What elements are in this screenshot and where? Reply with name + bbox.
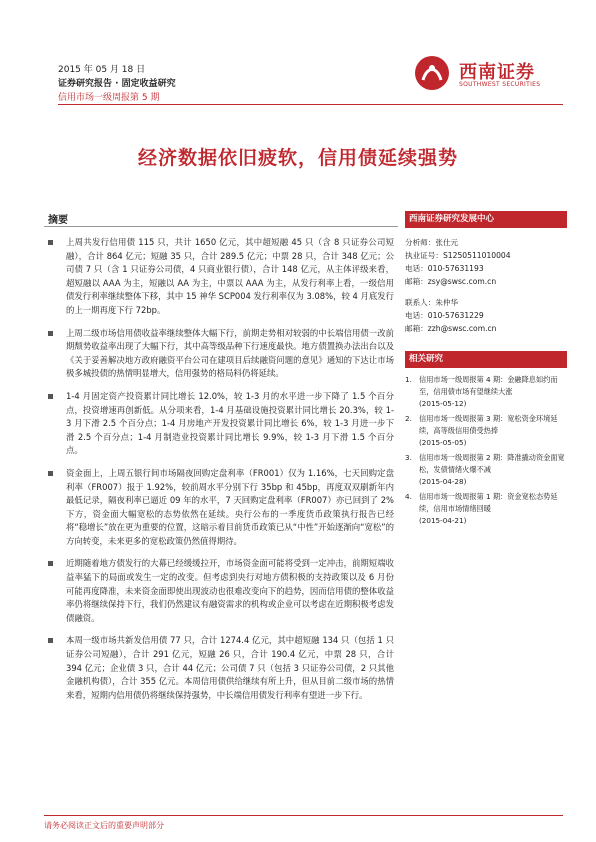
abstract-paragraph: 近期随着地方债发行的大幕已经缓缓拉开，市场资金面可能将受到一定冲击，前期短端收益率猛下的局面或发生一定的改变。但考虑到央行对地方债积极的支持政策以及 6 月份可能再度降准，未来资金面即使出现波动也很难改变向下的趋势，因而信用债的整体收益率仍将继续保持下行，我们仍然建议有融资需求的机构或企业可以考虑在近期积极考虑发债融资。 <box>44 557 394 625</box>
header-divider <box>58 104 563 105</box>
related-item[interactable]: 1. 信用市场一级周报第 4 期：金融降息如约而至，信用债市场有望继续大涨 (2015-05-12) <box>405 375 558 408</box>
abstract-paragraph: 本周一级市场共新发信用债 77 只，合计 1274.4 亿元，其中超短融 134 只（包括 1 只证券公司短融），合计 291 亿元，短融 26 只，合计 190.4 亿元，中票 28 只，合计 394 亿元；企业债 3 只，合计 44 亿元；公司债 7 只（包括 3 只证券公司债，2 只其他金融机构债），合计 355 亿元。本周信用债供给继续有所上升，但从目前二级市场的热情来看，短期内信用债仍将继续保持强势，中长端信用债发行利率有望进一步下行。 <box>44 634 394 702</box>
related-list <box>405 374 567 527</box>
report-series: 信用市场一级周报第 5 期 <box>58 93 160 103</box>
sidebar <box>405 211 567 530</box>
team-heading: 西南证券研究发展中心 <box>405 211 567 228</box>
footer-disclaimer: 请务必阅读正文后的重要声明部分 <box>44 821 164 830</box>
bullet-icon <box>48 638 53 643</box>
abstract-paragraph: 1-4 月固定资产投资累计同比增长 12.0%，较 1-3 月的水平进一步下降了 1.5 个百分点，投资增速再创新低。从分项来看，1-4 月基础设施投资累计同比增长 20.3%，较 1-3 月下滑 2.5 个百分点；1-4 月房地产开发投资累计同比增长 6%，较 1-3 月进一步下滑 2.5 个百分点；1-4 月制造业投资累计同比增长 9.9%，较 1-3 月下滑 1.5 个百分点。 <box>44 390 394 458</box>
abstract-divider <box>44 226 398 227</box>
contact-card: 联系人： 朱仲华 电话： 010-57631229 邮箱： zzh@swsc.com.cn <box>405 298 497 333</box>
abstract-heading: 摘要 <box>48 215 68 226</box>
abstract-paragraph: 资金面上，上周五银行间市场隔夜回购定盘利率（FR001）仅为 1.16%，七天回购定盘利率（FR007）报于 1.92%，较前周水平分别下行 35bp 和 45bp，再度双双刷新年内最低记录，隔夜利率已逼近 09 年的水平，7 天回购定盘利率（FR007）亦已回到了 2%下方，资金面大幅宽松的态势依然在延续。央行公布的一季度货币政策执行报告已经将“稳增长”放在更为重要的位置，这暗示着目前货币政策已从“中性”开始逐渐向“宽松”的方向转变，未来更多的宽松政策仍然值得期待。 <box>44 467 394 549</box>
analyst-cert: S1250511010004 <box>442 251 511 260</box>
logo-en: SOUTHWEST SECURITIES <box>459 81 541 88</box>
related-heading: 相关研究 <box>405 351 567 368</box>
seal-icon <box>413 54 451 92</box>
analyst-card: 分析师： 张仕元 执业证号： S1250511010004 电话： 010-57631193 邮箱： zsy@swsc.com.cn <box>405 238 511 286</box>
company-logo <box>413 52 563 96</box>
related-item[interactable]: 4. 信用市场一级周报第 1 期：资金宽松态势延续，信用市场情绪回暖 (2015-04-21) <box>405 492 558 525</box>
page-title: 经济数据依旧疲软，信用债延续强势 <box>137 147 458 169</box>
contact-email[interactable]: zzh@swsc.com.cn <box>427 324 497 333</box>
report-meta <box>58 63 176 105</box>
bullet-icon <box>48 240 53 245</box>
report-date: 2015 年 05 月 18 日 <box>58 65 146 75</box>
related-item[interactable]: 2. 信用市场一级周报第 3 期：宽松资金环境延续，高等级信用债受热捧 (2015-05-05) <box>405 414 558 447</box>
analyst-phone: 010-57631193 <box>427 264 484 273</box>
footer-divider <box>44 815 563 816</box>
bullet-icon <box>48 331 53 336</box>
abstract-paragraph: 上周二级市场信用债收益率继续整体大幅下行，前期走势相对较弱的中长端信用债一改前期颓势收益率出现了大幅下行，其中高等级品种下行速度最快。地方债置换办法出台以及《关于妥善解决地方政府融资平台公司在建项目后续融资问题的意见》通知的下达让市场极多城投债的热情明显增大，信用强势的格局料仍将延续。 <box>44 327 394 381</box>
contact-name: 朱仲华 <box>435 298 459 307</box>
bullet-icon <box>48 471 53 476</box>
contact-phone: 010-57631229 <box>427 311 484 320</box>
abstract-paragraph: 上周共发行信用债 115 只，共计 1650 亿元，其中超短融 45 只（含 8 只证券公司短融），合计 864 亿元；短融 35 只，合计 289.5 亿元；中票 28 只，合计 348 亿元；公司债 7 只（含 1 只证券公司债，4 只商业银行债），合计 148 亿元，从主体评级来看，超短融以 AAA 为主，短融以 AA 为主，中票以 AAA 为主，从发行利率上看，一级信用债发行利率继续整体下移，其中 15 神华 SCP004 发行利率仅为 3.08%，较 4 月底发行的上一期再度下行 72bp。 <box>44 236 394 318</box>
related-item[interactable]: 3. 信用市场一级周报第 2 期：降准撬动资金面宽松，发债情绪火爆不减 (2015-04-28) <box>405 453 565 486</box>
abstract-body <box>44 236 394 711</box>
logo-cn: 西南证券 <box>459 62 535 83</box>
bullet-icon <box>48 394 53 399</box>
analyst-name: 张仕元 <box>435 238 459 247</box>
report-type: 证券研究报告 · 固定收益研究 <box>58 79 176 89</box>
bullet-icon <box>48 561 53 566</box>
analyst-email[interactable]: zsy@swsc.com.cn <box>427 277 497 286</box>
